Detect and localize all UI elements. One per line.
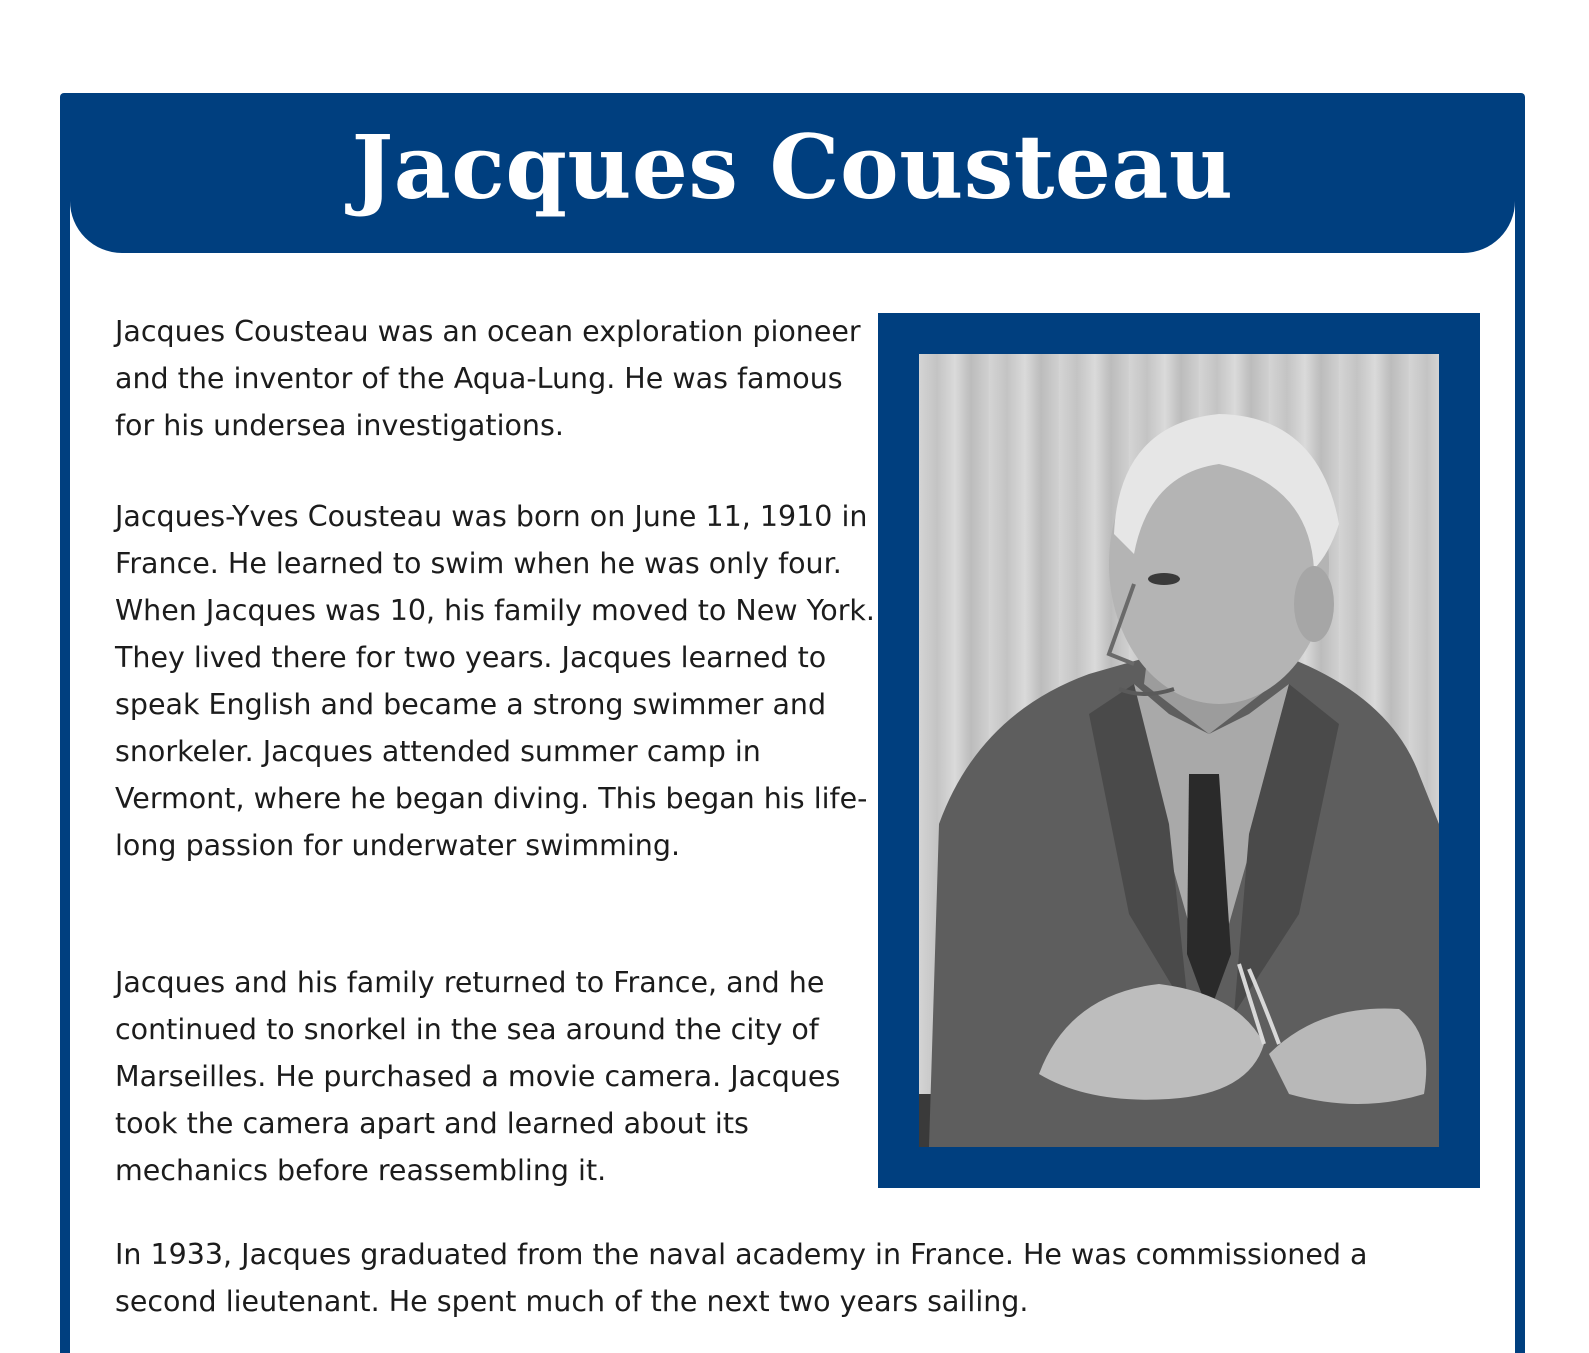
worksheet-frame bbox=[60, 93, 1525, 1353]
title-banner bbox=[70, 93, 1515, 253]
portrait-illustration bbox=[919, 354, 1439, 1147]
eye-shape bbox=[1148, 573, 1180, 585]
paragraph-naval-academy bbox=[115, 1231, 1455, 1325]
paragraph-text: Jacques and his family returned to France, and he continued to snorkel in the sea around the city of Marseilles. He purchased a movie camera. Jacques took the camera apart and learned about its mechanics before reassembling it. bbox=[115, 966, 841, 1187]
paragraph-text: In 1933, Jacques graduated from the naval academy in France. He was commissioned a second lieutenant. He spent much of the next two years sailing. bbox=[115, 1238, 1368, 1318]
paragraph-text: Jacques Cousteau was an ocean exploration pioneer and the inventor of the Aqua-Lung. He was famous for his undersea investigations. bbox=[115, 315, 861, 442]
paragraph-text: Jacques-Yves Cousteau was born on June 11, 1910 in France. He learned to swim when he was only four. When Jacques was 10, his family moved to New York. They lived there for two years. Jacques learned to speak English and became a strong swimmer and snorkeler. Jacques attended summer camp in Vermont, where he began diving. This began his life-long passion for underwater swimming. bbox=[115, 500, 875, 862]
photo-frame bbox=[878, 313, 1480, 1188]
ear-shape bbox=[1294, 566, 1334, 642]
page-title: Jacques Cousteau bbox=[351, 115, 1234, 219]
worksheet-content bbox=[70, 93, 1515, 1353]
portrait-photo bbox=[919, 354, 1439, 1147]
paragraph-early-life bbox=[115, 493, 875, 869]
paragraph-intro bbox=[115, 308, 875, 449]
paragraph-return-to-france bbox=[115, 959, 875, 1194]
